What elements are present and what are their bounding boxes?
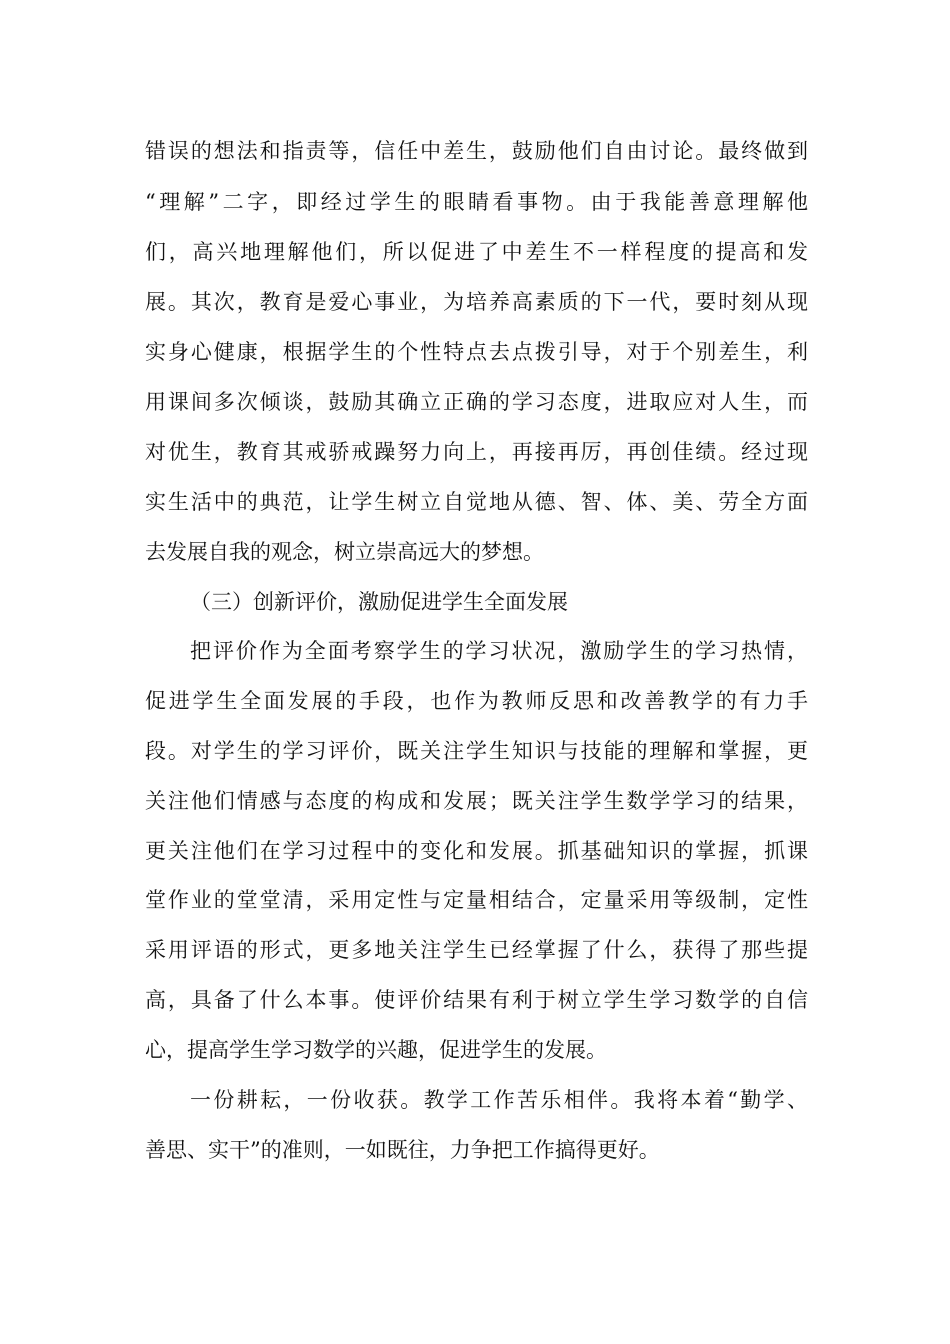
text-line: 去发展自我的观念，树立崇高远大的梦想。 [145,540,544,564]
text-line: 实身心健康，根据学生的个性特点去点拨引导，对于个别差生，利 [145,340,808,364]
text-line: 关注他们情感与态度的构成和发展；既关注学生数学学习的结果， [145,789,808,813]
text-line: 促进学生全面发展的手段，也作为教师反思和改善教学的有力手 [145,689,808,713]
text-line: 展。其次，教育是爱心事业，为培养高素质的下一代，要时刻从现 [145,290,808,314]
text-line: 实生活中的典范，让学生树立自觉地从德、智、体、美、劳全方面 [145,490,808,514]
section-heading: （三）创新评价，激励促进学生全面发展 [190,590,568,614]
text-line: 把评价作为全面考察学生的学习状况，激励学生的学习热情， [190,639,808,663]
text-line: 错误的想法和指责等，信任中差生，鼓励他们自由讨论。最终做到 [145,139,808,163]
text-line: 善思、实干”的准则，一如既往，力争把工作搞得更好。 [145,1138,660,1162]
text-line: 用课间多次倾谈，鼓励其确立正确的学习态度，进取应对人生，而 [145,390,808,414]
text-line: 对优生，教育其戒骄戒躁努力向上，再接再厉，再创佳绩。经过现 [145,440,808,464]
text-line: 高，具备了什么本事。使评价结果有利于树立学生学习数学的自信 [145,988,808,1012]
text-line: 段。对学生的学习评价，既关注学生知识与技能的理解和掌握，更 [145,739,808,763]
text-line: 心，提高学生学习数学的兴趣，促进学生的发展。 [145,1038,607,1062]
text-line: 们，高兴地理解他们，所以促进了中差生不一样程度的提高和发 [145,240,808,264]
text-line: 采用评语的形式，更多地关注学生已经掌握了什么，获得了那些提 [145,938,808,962]
text-line: “理解”二字，即经过学生的眼睛看事物。由于我能善意理解他 [145,190,808,214]
text-line: 一份耕耘，一份收获。教学工作苦乐相伴。我将本着“勤学、 [190,1088,808,1112]
text-line: 更关注他们在学习过程中的变化和发展。抓基础知识的掌握，抓课 [145,839,808,863]
text-line: 堂作业的堂堂清，采用定性与定量相结合，定量采用等级制，定性 [145,888,808,912]
